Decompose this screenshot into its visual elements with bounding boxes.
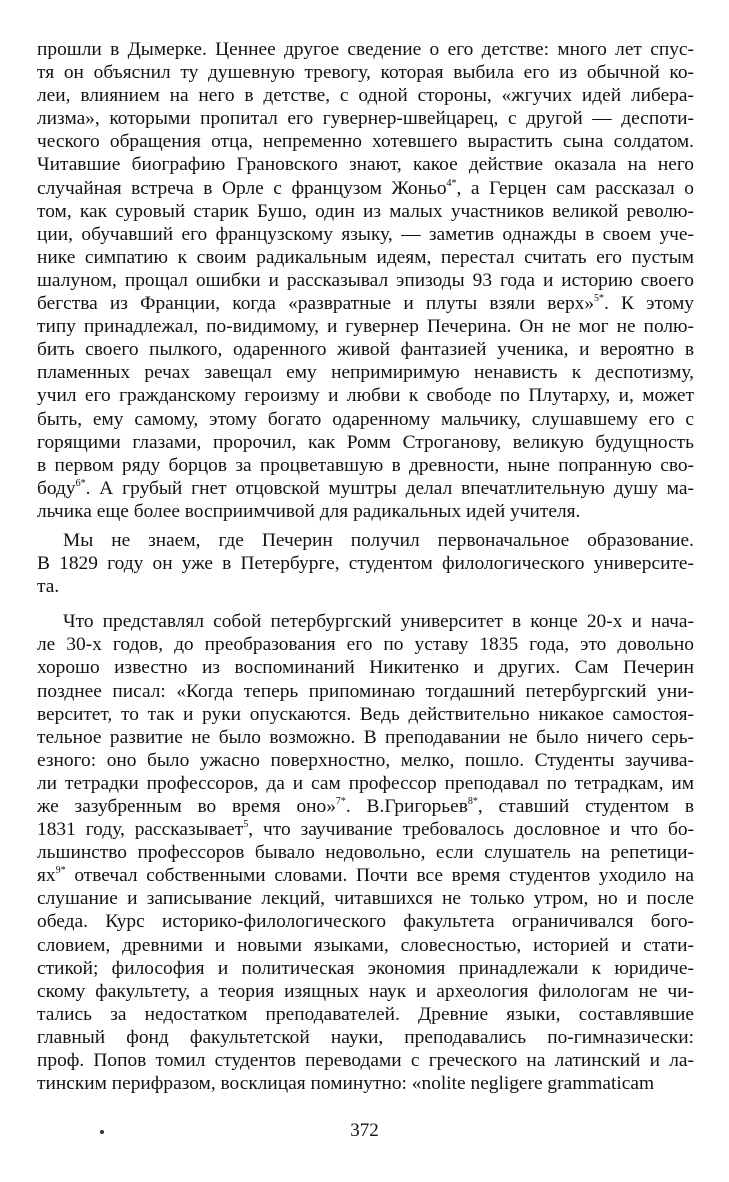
text-line: хорошо известно из воспоминаний Никитенко и других. Сам Печерин [37,657,694,679]
text-line: льшинство профессоров бывало недовольно, если слушатель на репетици- [37,842,694,864]
text-line: ции, обучавший его французскому языку, — заметив однажды в своем уче- [37,223,694,245]
text-line: нике симпатию к своим радикальным идеям, перестал считать его пустым [37,246,694,268]
text-line: случайная встреча в Орле с французом Жоньо$^{4*}$, а Герцен сам рассказал о [37,177,694,199]
text-line: боду$^{6*}$. А грубый гнет отцовской муштры делал впечатлительную душу ма- [37,477,694,499]
text-line: пламенных речах завещал ему непримиримую ненависть к деспотизму, [37,362,694,384]
text-line: шалуном, прощал ошибки и рассказывал эпизоды 93 года и историю своего [37,269,694,291]
text-line: словием, древними и новыми языками, словесностью, историей и стати- [37,934,694,956]
text-line: Мы не знаем, где Печерин получил первоначальное образование. [63,529,694,551]
paragraph [37,610,694,1095]
text-line: тинским перифразом, восклицая поминутно: «nolite negligere grammaticam [37,1073,655,1095]
body-text [37,38,694,1095]
text-line: Что представлял собой петербургский университет в конце 20-х и нача- [63,611,694,633]
text-line: слушание и записывание лекций, читавшихся не только утром, но и после [37,888,694,910]
text-line: $ях^{9*}$ отвечал собственными словами. Почти все время студентов уходило на [37,865,694,887]
text-line: тельное развитие не было возможно. В преподавании не было ничего серь- [37,726,694,748]
text-line: ческого обращения отца, непременно хотевшего вырастить сына солдатом. [37,131,694,153]
text-line: стикой; философия и политическая экономия принадлежали к юридиче- [37,957,694,979]
paragraph [37,529,694,598]
text-line: проф. Попов томил студентов переводами с греческого на латинский и ла- [37,1050,694,1072]
text-line: бегства из Франции, когда «развратные и плуты взяли верх»$^{5*}$. К этому [37,293,694,315]
text-line: том, как суровый старик Бушо, один из малых участников великой револю- [37,200,694,222]
text-line: в первом ряду борцов за процветавшую в древности, ныне попранную сво- [37,454,694,476]
text-line: лизма», которыми пропитал его гувернер-швейцарец, с другой — деспоти- [37,108,694,130]
text-line: леи, влиянием на него в детстве, с одной стороны, «жгучих идей либера- [37,85,694,107]
page-number: 372 [350,1120,379,1141]
text-line: бить своего пылкого, одаренного живой фантазией ученика, и вероятно в [37,339,694,361]
text-line: ле 30-х годов, до преобразования его по уставу 1835 года, это довольно [37,634,694,656]
text-line: горящими глазами, пророчил, как Ромм Строганову, великую будущность [37,431,694,453]
text-line: та. [37,576,60,598]
text-line: тались за недостатком преподавателей. Древние языки, составлявшие [37,1003,694,1025]
text-line: тя он объяснил ту душевную тревогу, которая выбила его из обычной ко- [37,62,694,84]
text-line: В 1829 году он уже в Петербурге, студентом филологического университе- [37,553,694,575]
text-line: верситет, то так и руки опускаются. Ведь действительно никакое самостоя- [37,703,694,725]
text-line: льчика еще более восприимчивой для радикальных идей учителя. [37,500,581,522]
text-line: типу принадлежал, по-видимому, и гувернер Печерина. Он не мог не полю- [37,316,694,338]
text-line: езного: оно было ужасно поверхностно, мелко, пошло. Студенты заучива- [37,749,694,771]
text-line: скому факультету, а теория изящных наук и археология филологам не чи- [37,980,694,1002]
text-line: прошли в Дымерке. Ценнее другое сведение о его детстве: много лет спус- [37,39,694,60]
text-line: ли тетрадки профессоров, да и сам профессор преподавал по тетрадкам, им [37,772,694,794]
text-line: позднее писал: «Когда теперь припоминаю тогдашний петербургский уни- [37,680,694,702]
text-line: 1831 году, рассказывает$^5$, что заучивание требовалось дословное и что бо- [37,819,694,841]
text-line: главный фонд факультетской науки, преподавались по-гимназически: [37,1026,694,1048]
text-line: быть, ему самому, этому богато одаренному мальчику, слушавшему его с [37,408,694,430]
text-line: учил его гражданскому героизму и любви к свободе по Плутарху, и, может [37,385,694,407]
text-line: обеда. Курс историко-филологического факультета ограничивался бого- [37,911,694,933]
paragraph [37,38,694,523]
text-line: Читавшие биографию Грановского знают, какое действие оказала на него [37,154,694,176]
text-line: же зазубренным во время оно»$^{7*}$. В.Григорьев$^{8*}$, ставший студентом в [37,796,694,817]
